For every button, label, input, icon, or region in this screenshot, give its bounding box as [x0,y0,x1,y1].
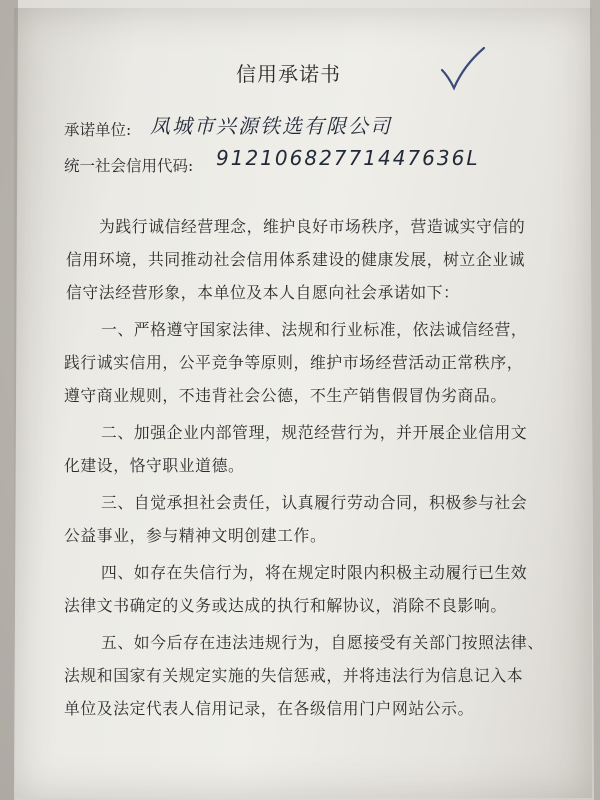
paragraph-line: 化建设，恪守职业道德。 [64,456,245,475]
document-title: 信用承诺书 [236,62,341,86]
paragraph-line: 为践行诚信经营理念，维护良好市场秩序，营造诚实守信的 [99,217,526,236]
paragraph-line: 单位及法定代表人信用记录，在各级信用门户网站公示。 [64,699,474,718]
paragraph-line: 二、加强企业内部管理，规范经营行为，并开展企业信用文 [101,423,528,442]
paragraph-line: 法律文书确定的义务或达成的执行和解协议，消除不良影响。 [64,596,507,615]
paragraph-line: 信用环境，共同推动社会信用体系建设的健康发展，树立企业诚 [66,250,526,269]
unit-label: 承诺单位: [64,121,132,139]
unit-name-handwritten: 凤城市兴源铁选有限公司 [150,114,392,138]
paragraph-line: 践行诚实信用，公平竞争等原则，维护市场经营活动正常秩序， [64,353,524,372]
paragraph-line: 信守法经营形象，本单位及本人自愿向社会承诺如下： [66,283,460,302]
paragraph-line: 五、如今后存在违法违规行为，自愿接受有关部门按照法律、 [101,633,544,652]
credit-code-label: 统一社会信用代码: [64,157,194,175]
paragraph-line: 法规和国家有关规定实施的失信惩戒，并将违法行为信息记入本 [64,666,524,685]
paragraph-line: 公益事业，参与精神文明创建工作。 [64,526,327,545]
check-mark-icon [438,46,486,92]
paragraph-line: 四、如存在失信行为，将在规定时限内积极主动履行已生效 [101,563,528,582]
credit-code-handwritten: 91210682771447636L [216,146,480,170]
paragraph-line: 一、严格遵守国家法律、法规和行业标准，依法诚信经营， [101,320,528,339]
paragraph-line: 三、自觉承担社会责任，认真履行劳动合同，积极参与社会 [101,493,528,512]
paragraph-line: 遵守商业规则，不违背社会公德，不生产销售假冒伪劣商品。 [64,386,507,405]
